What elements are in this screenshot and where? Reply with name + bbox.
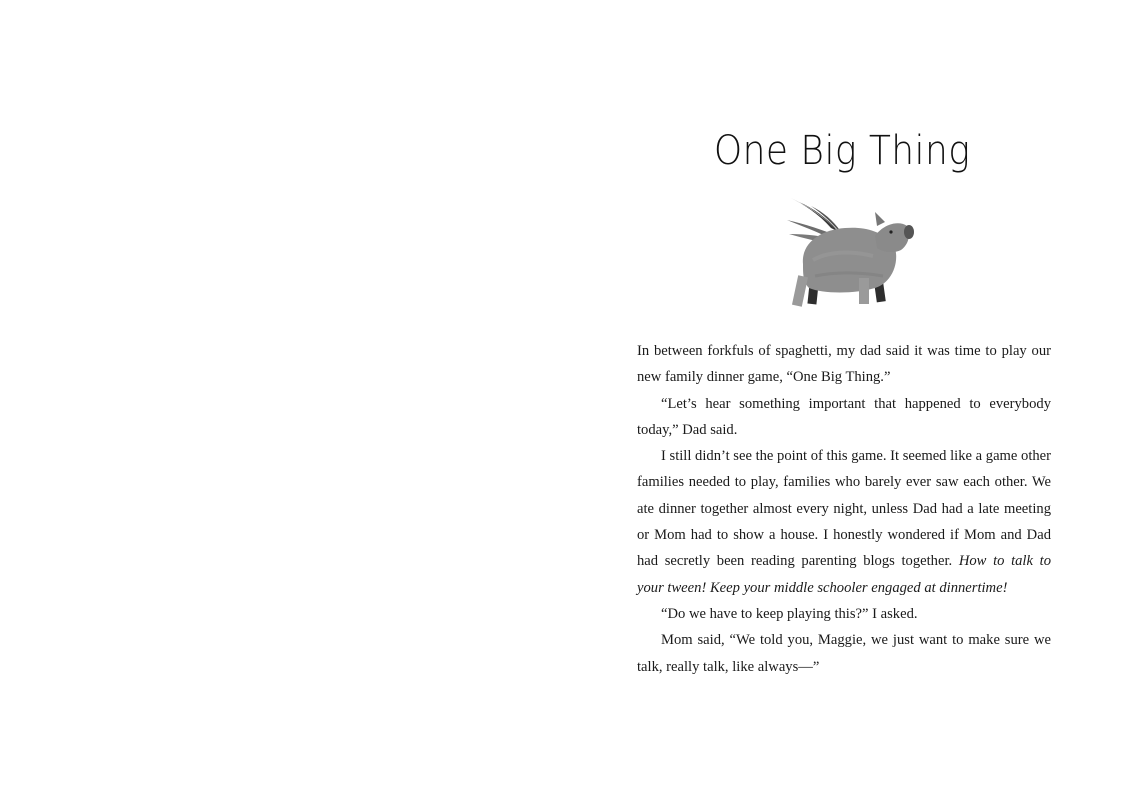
chapter-title: One Big Thing xyxy=(713,128,971,174)
paragraph-4: “Do we have to keep playing this?” I asked. xyxy=(661,605,918,622)
paragraph-2: “Let’s hear something important that happened to everybody today,” Dad said. xyxy=(637,395,1051,438)
right-page xyxy=(561,0,1123,811)
chapter-body-text xyxy=(637,338,1051,680)
italic-blog-titles: How to talk to your tween! Keep your middle schooler engaged at dinnertime! xyxy=(637,553,1051,596)
paragraph-5: Mom said, “We told you, Maggie, we just want to make sure we talk, really talk, like always—” xyxy=(637,632,1051,675)
flying-pig-illustration xyxy=(779,190,915,310)
paragraph-1: In between forkfuls of spaghetti, my dad said it was time to play our new family dinner game, “One Big Thing.” xyxy=(637,343,1051,386)
left-page-blank xyxy=(0,0,561,811)
paragraph-3: I still didn’t see the point of this game. It seemed like a game other families needed to play, families who barely ever saw each other. We ate dinner together almost every night, unless Dad had a late meeting or Mom had to show a house. I honestly wondered if Mom and Dad had secretly been reading parenting blogs together. How to talk to your tween! Keep your middle schooler engaged at dinnertime! xyxy=(637,448,1052,596)
